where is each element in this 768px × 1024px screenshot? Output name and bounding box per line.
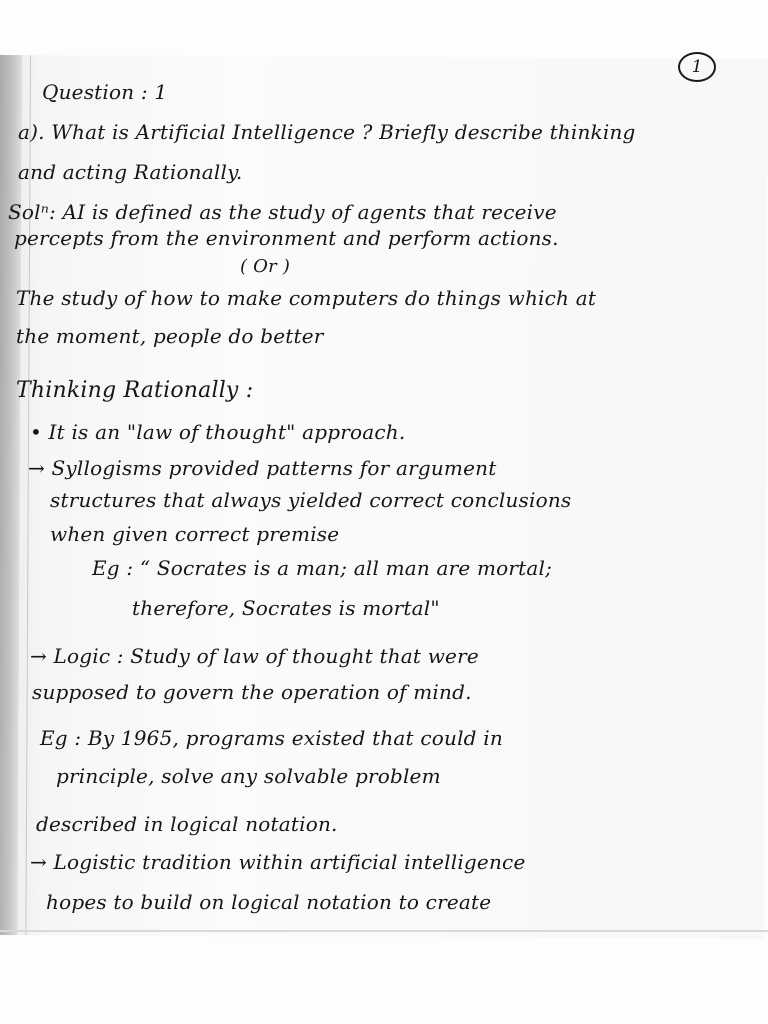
- solution-line-4: the moment, people do better: [16, 324, 324, 348]
- example-2-line-2: principle, solve any solvable problem: [56, 764, 441, 788]
- page-bottom-edge: [0, 930, 768, 932]
- logic-line-2: supposed to govern the operation of mind.: [32, 680, 472, 704]
- syllogism-line-3: when given correct premise: [50, 522, 340, 546]
- example-1-line-2: therefore, Socrates is mortal": [132, 596, 440, 620]
- thinking-point-1: • It is an "law of thought" approach.: [30, 420, 406, 444]
- example-1-line-1: Eg : “ Socrates is a man; all man are mortal;: [92, 556, 553, 580]
- solution-line-3: The study of how to make computers do things which at: [16, 286, 597, 310]
- solution-or: ( Or ): [240, 256, 291, 277]
- syllogism-line-2: structures that always yielded correct conclusions: [50, 488, 572, 512]
- question-line-2: and acting Rationally.: [18, 160, 243, 184]
- margin-rule: [25, 55, 31, 935]
- question-line-1: a). What is Artificial Intelligence ? Briefly describe thinking: [18, 120, 636, 144]
- question-heading: Question : 1: [42, 80, 168, 104]
- logic-line-1: → Logic : Study of law of thought that were: [30, 644, 479, 668]
- solution-line-1: Solⁿ: AI is defined as the study of agents that receive: [8, 200, 557, 224]
- logistic-line-1: → Logistic tradition within artificial intelligence: [30, 850, 526, 874]
- thinking-heading: Thinking Rationally :: [16, 378, 254, 403]
- solution-line-2: percepts from the environment and perform actions.: [14, 226, 559, 250]
- example-2-line-3: described in logical notation.: [36, 812, 338, 836]
- page-number: 1: [678, 52, 716, 82]
- syllogism-line-1: → Syllogisms provided patterns for argument: [28, 456, 497, 480]
- page-margin-strip: [0, 55, 22, 935]
- logistic-line-2: hopes to build on logical notation to create: [46, 890, 492, 914]
- example-2-line-1: Eg : By 1965, programs existed that could in: [40, 726, 503, 750]
